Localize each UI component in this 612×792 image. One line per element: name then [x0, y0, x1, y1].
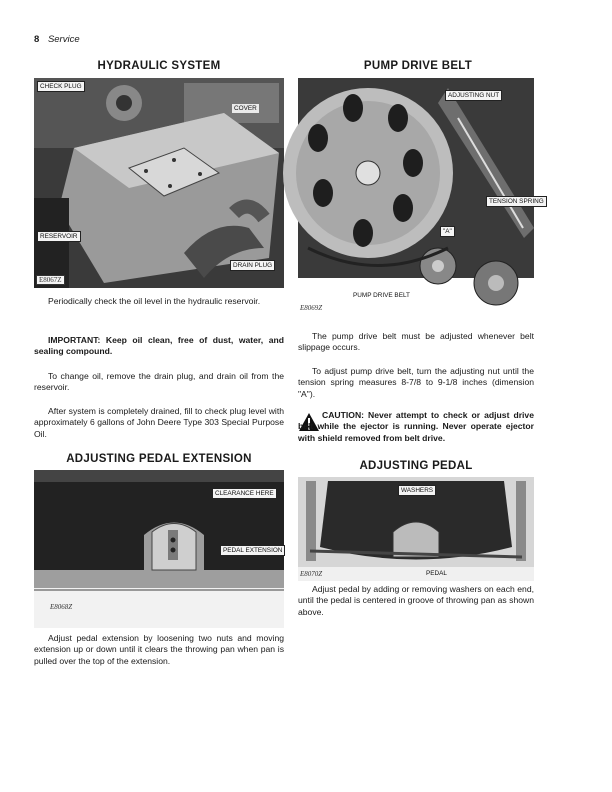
- clearance-here-callout: CLEARANCE HERE: [212, 488, 277, 499]
- washers-callout: WASHERS: [398, 485, 436, 496]
- pump-belt-photo-ref: E8069Z: [300, 304, 323, 312]
- pedal-label: PEDAL: [426, 570, 447, 577]
- hydraulic-refill-text: After system is completely drained, fill to check plug level with approximately 6 gallons of John Deere Type 303 Special Purpose Oil.: [34, 406, 284, 439]
- hydraulic-check-text: Periodically check the oil level in the hydraulic reservoir.: [48, 296, 261, 306]
- pedal-extension-callout: PEDAL EXTENSION: [220, 545, 285, 556]
- dimension-a-callout: "A": [440, 226, 455, 237]
- tension-spring-callout: TENSION SPRING: [486, 196, 547, 207]
- cover-callout: COVER: [234, 105, 257, 112]
- pedal-extension-adjust-text: Adjust pedal extension by loosening two nuts and moving extension up or down until it clears the throwing pan when pan is pulled over the top of the extension.: [34, 633, 284, 666]
- running-header: [34, 34, 80, 45]
- check-plug-callout: CHECK PLUG: [37, 81, 85, 92]
- page-number: 8: [34, 34, 40, 45]
- pedal-photo: [298, 477, 534, 581]
- pump-belt-adjust-when-text: The pump drive belt must be adjusted whenever belt slippage occurs.: [298, 331, 534, 353]
- hydraulic-important-text: IMPORTANT: Keep oil clean, free of dust, water, and sealing compound.: [34, 335, 284, 357]
- pump-belt-adjust-how-text: To adjust pump drive belt, turn the adjusting nut until the tension spring measures 8-7/8 to 9-1/8 inches (dimension "A").: [298, 366, 534, 399]
- drain-plug-callout: DRAIN PLUG: [230, 260, 275, 271]
- adjusting-nut-callout: ADJUSTING NUT: [445, 90, 502, 101]
- pedal-photo-ref: E8070Z: [300, 570, 323, 578]
- hydraulic-system-heading: HYDRAULIC SYSTEM: [97, 60, 221, 72]
- adjusting-pedal-heading: ADJUSTING PEDAL: [359, 460, 473, 472]
- pump-drive-belt-heading: PUMP DRIVE BELT: [363, 60, 473, 72]
- hydraulic-change-oil-text: To change oil, remove the drain plug, and drain oil from the reservoir.: [34, 371, 284, 393]
- hydraulic-photo-ref: E8067Z: [36, 275, 65, 285]
- section-name: Service: [47, 34, 80, 45]
- pump-belt-caution-text: CAUTION: Never attempt to check or adjust drive belt while the ejector is running. Never operate ejector with shield removed from belt drive.: [298, 410, 534, 443]
- pedal-adjust-text: Adjust pedal by adding or removing washers on each end, until the pedal is centered in groove of throwing pan as shown above.: [298, 584, 534, 617]
- hydraulic-reservoir-photo: [34, 78, 284, 288]
- pump-drive-belt-photo: [298, 78, 544, 314]
- pedal-extension-photo: [34, 470, 284, 628]
- pump-drive-belt-label: PUMP DRIVE BELT: [353, 292, 410, 299]
- adjusting-pedal-extension-heading: ADJUSTING PEDAL EXTENSION: [66, 453, 252, 465]
- pedal-extension-photo-ref: E8068Z: [50, 603, 73, 611]
- reservoir-callout: RESERVOIR: [37, 231, 81, 242]
